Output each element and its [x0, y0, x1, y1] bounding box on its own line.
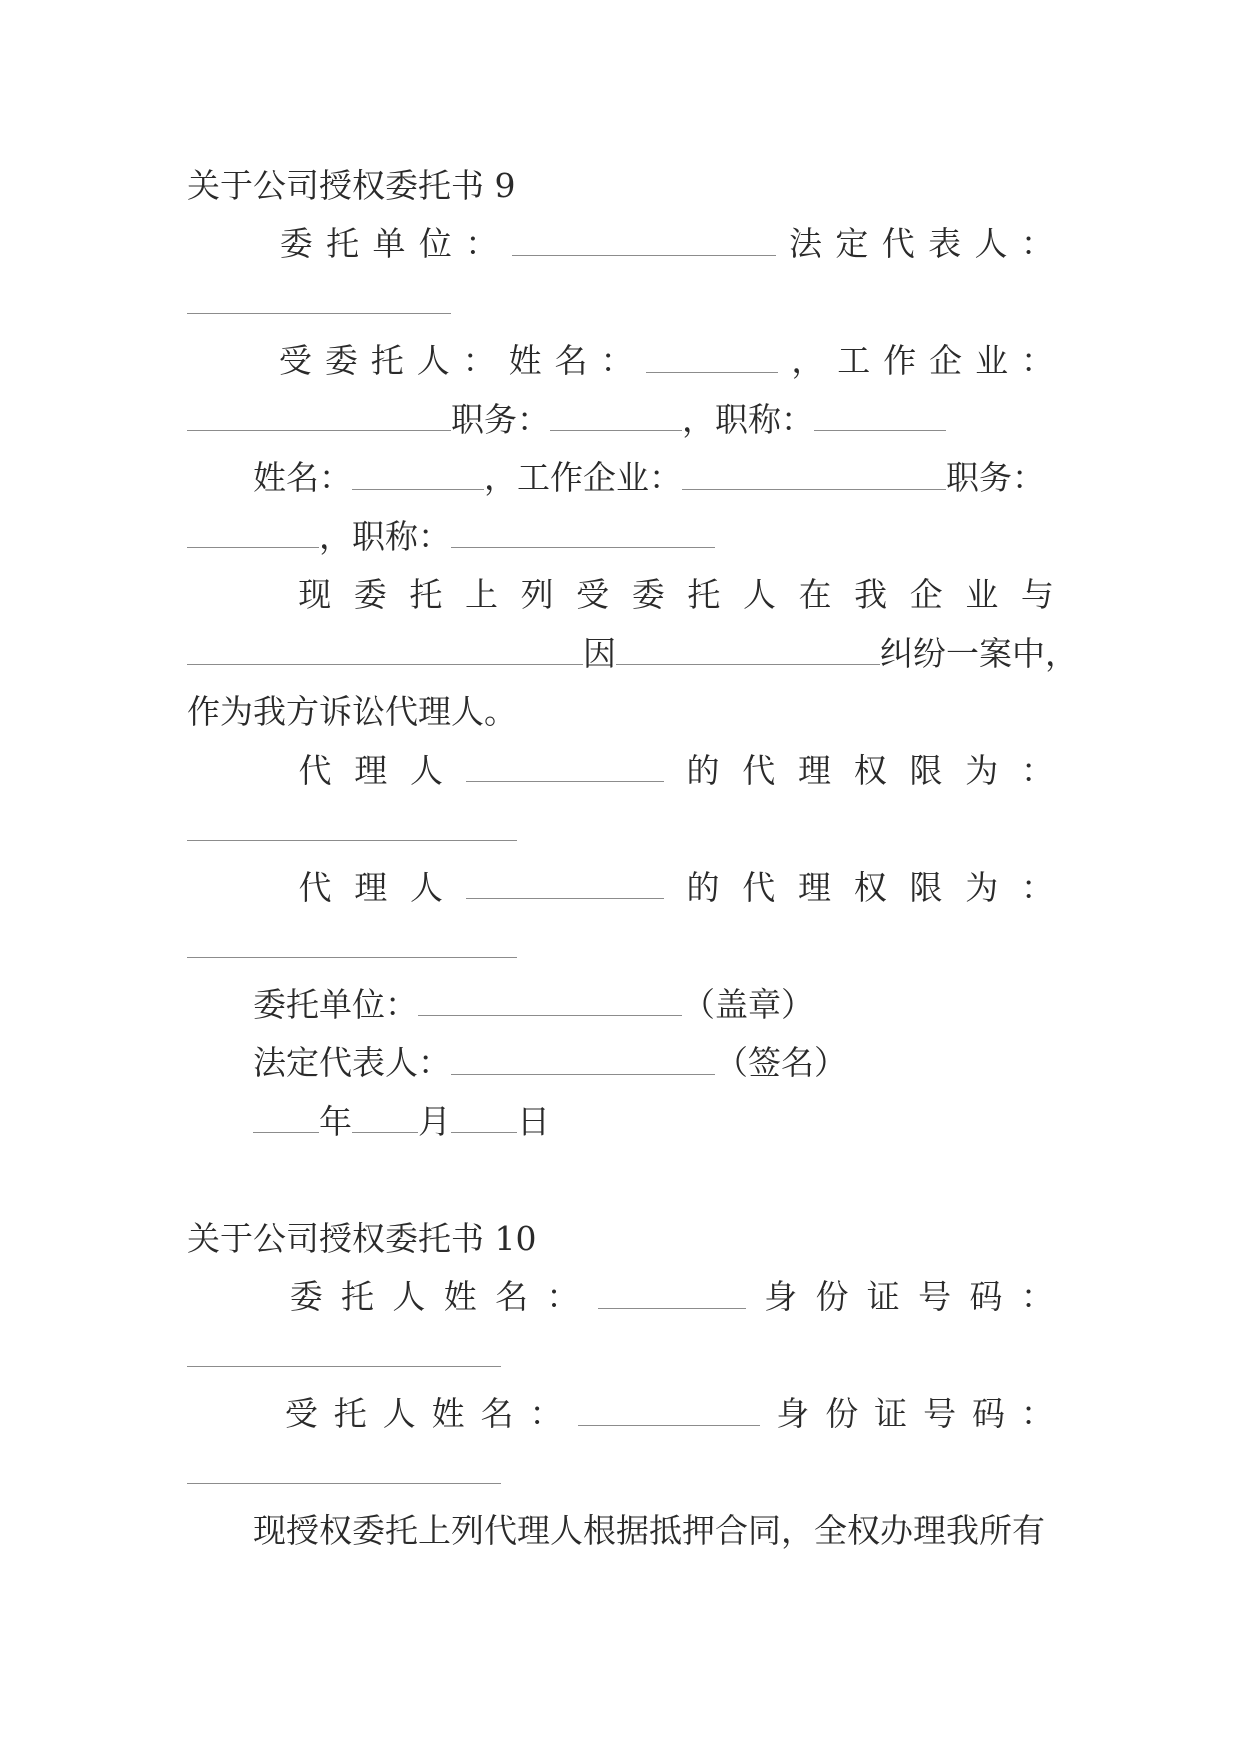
char: 姓 [443, 1277, 477, 1317]
month-label: 月 [418, 1101, 451, 1141]
mandate-role: 作为我方诉讼代理人。 [187, 692, 517, 732]
char: 列 [520, 575, 554, 615]
char: 人 [382, 1394, 416, 1434]
document-page [187, 156, 1078, 1560]
blank-field [418, 992, 682, 1016]
year-label: 年 [319, 1101, 352, 1141]
char: 单 [372, 224, 406, 264]
char: 委 [353, 575, 387, 615]
authority-2-line [187, 858, 1054, 917]
authority-2-blank-line [187, 917, 1054, 976]
char: 人 [416, 341, 450, 381]
char: ： [546, 1277, 580, 1317]
client-unit-line [187, 215, 1054, 274]
char: 限 [909, 867, 943, 907]
char: 委 [324, 341, 358, 381]
mandate-line-3 [187, 683, 1054, 742]
char: 托 [687, 575, 721, 615]
char: 位 [418, 224, 452, 264]
principal-line [187, 1268, 1054, 1327]
char: 姓 [508, 341, 542, 381]
day-label: 日 [517, 1101, 550, 1141]
blank-field [187, 641, 583, 665]
char: 理 [798, 750, 831, 790]
char: 权 [853, 867, 887, 907]
char: 号 [923, 1394, 957, 1434]
char: ： [462, 341, 496, 381]
char: 企 [929, 341, 963, 381]
char: 名 [480, 1394, 514, 1434]
trustee-1-position-label: 职务： [451, 399, 550, 439]
char: 委 [279, 224, 313, 264]
agent-line [187, 1385, 1054, 1444]
char: 代 [298, 750, 332, 790]
blank-field [352, 466, 484, 490]
principal-id-blank-line [187, 1326, 1054, 1385]
char: 委 [289, 1277, 323, 1317]
char: ： [1021, 867, 1054, 907]
blank-field [451, 1109, 517, 1133]
blank-field [187, 1343, 501, 1367]
authority-1-blank-line [187, 800, 1054, 859]
char: 法 [789, 224, 822, 264]
doc9-title-row [187, 156, 1054, 215]
char: 的 [686, 750, 720, 790]
char: 工 [837, 341, 871, 381]
char: 为 [965, 750, 999, 790]
char: 人 [410, 750, 443, 790]
char: 托 [409, 575, 443, 615]
char: 的 [686, 867, 720, 907]
blank-field [187, 1460, 501, 1484]
char: 代 [881, 224, 915, 264]
seal-note: （盖章） [682, 984, 814, 1024]
char: 身 [764, 1277, 798, 1317]
char: 权 [853, 750, 887, 790]
char: 受 [278, 341, 312, 381]
char: 代 [742, 750, 776, 790]
char: 份 [815, 1277, 849, 1317]
char: 代 [742, 867, 776, 907]
mandate-line-1 [187, 566, 1054, 625]
char: 托 [326, 224, 360, 264]
char: 委 [631, 575, 665, 615]
blank-field [814, 407, 946, 431]
blank-field [451, 524, 715, 548]
trustee-1-detail-line [187, 390, 1054, 449]
legal-rep-blank-line [187, 273, 1054, 332]
agent-id-blank-line [187, 1443, 1054, 1502]
char: 人 [392, 1277, 426, 1317]
char: 姓 [431, 1394, 465, 1434]
char: 码 [969, 1277, 1003, 1317]
blank-field [578, 1402, 760, 1426]
blank-field [187, 290, 451, 314]
blank-field [352, 1109, 418, 1133]
blank-field [466, 875, 664, 899]
doc10-title: 关于公司授权委托书 10 [187, 1218, 537, 1258]
trustee-1-line [187, 332, 1054, 391]
mandate-because: 因 [583, 633, 616, 673]
char: 码 [971, 1394, 1005, 1434]
char: 号 [918, 1277, 952, 1317]
trustee-2-name-label: 姓名： [253, 458, 352, 498]
blank-field [187, 407, 451, 431]
signature-client-unit-label: 委托单位： [253, 984, 418, 1024]
mandate-dispute: 纠纷一案中， [880, 633, 1078, 673]
char: ： [465, 224, 499, 264]
blank-field [466, 758, 664, 782]
char: 证 [866, 1277, 900, 1317]
char: 托 [370, 341, 404, 381]
char: 身 [776, 1394, 810, 1434]
trustee-2-line [187, 449, 1054, 508]
char: 为 [965, 867, 999, 907]
char: ， [791, 341, 825, 381]
blank-field [451, 1051, 715, 1075]
char: 受 [576, 575, 610, 615]
char: 企 [909, 575, 943, 615]
doc10-title-row [187, 1209, 1054, 1268]
doc10-body-line [187, 1502, 1054, 1561]
trustee-2-detail-line [187, 507, 1054, 566]
char: ： [1020, 224, 1054, 264]
char: 人 [974, 224, 1008, 264]
blank-field [550, 407, 682, 431]
char: ： [1020, 1277, 1054, 1317]
char: 现 [298, 575, 332, 615]
blank-field [682, 466, 946, 490]
trustee-2-employer-label: ，工作企业： [484, 458, 682, 498]
blank-field [187, 934, 517, 958]
char: 理 [798, 867, 831, 907]
trustee-1-title-label: ，职称： [682, 399, 814, 439]
blank-field [512, 232, 776, 256]
char: 名 [495, 1277, 529, 1317]
char: 证 [874, 1394, 908, 1434]
signature-client-unit-line [187, 975, 1054, 1034]
authority-1-line [187, 741, 1054, 800]
char: ： [1020, 1394, 1054, 1434]
blank-field [646, 349, 778, 373]
doc10-body-text: 现授权委托上列代理人根据抵押合同，全权办理我所有 [253, 1511, 1045, 1551]
char: ： [600, 341, 634, 381]
char: 名 [554, 341, 588, 381]
char: 限 [909, 750, 943, 790]
char: 与 [1020, 575, 1054, 615]
char: 人 [410, 867, 443, 907]
signature-legal-rep-line [187, 1034, 1054, 1093]
char: 份 [825, 1394, 859, 1434]
signature-legal-rep-label: 法定代表人： [253, 1043, 451, 1083]
doc9-title: 关于公司授权委托书 9 [187, 165, 516, 205]
trustee-2-position-label: 职务： [946, 458, 1045, 498]
char: 理 [354, 750, 388, 790]
mandate-line-2 [187, 624, 1078, 683]
char: 受 [284, 1394, 318, 1434]
spacer [187, 1151, 1054, 1210]
blank-field [616, 641, 880, 665]
char: ： [529, 1394, 563, 1434]
char: 代 [298, 867, 332, 907]
char: 作 [883, 341, 917, 381]
blank-field [187, 524, 319, 548]
char: 人 [742, 575, 776, 615]
char: 业 [965, 575, 999, 615]
char: ： [1021, 750, 1054, 790]
char: 上 [464, 575, 498, 615]
blank-field [598, 1285, 746, 1309]
blank-field [253, 1109, 319, 1133]
char: 托 [341, 1277, 375, 1317]
char: 在 [798, 575, 832, 615]
sign-note: （签名） [715, 1043, 847, 1083]
char: 业 [975, 341, 1009, 381]
char: 托 [333, 1394, 367, 1434]
char: 我 [854, 575, 888, 615]
char: 定 [835, 224, 869, 264]
char: ： [1021, 341, 1054, 381]
char: 理 [354, 867, 388, 907]
trustee-2-title-label: ，职称： [319, 516, 451, 556]
char: 表 [928, 224, 962, 264]
blank-field [187, 817, 517, 841]
date-line [187, 1092, 1054, 1151]
